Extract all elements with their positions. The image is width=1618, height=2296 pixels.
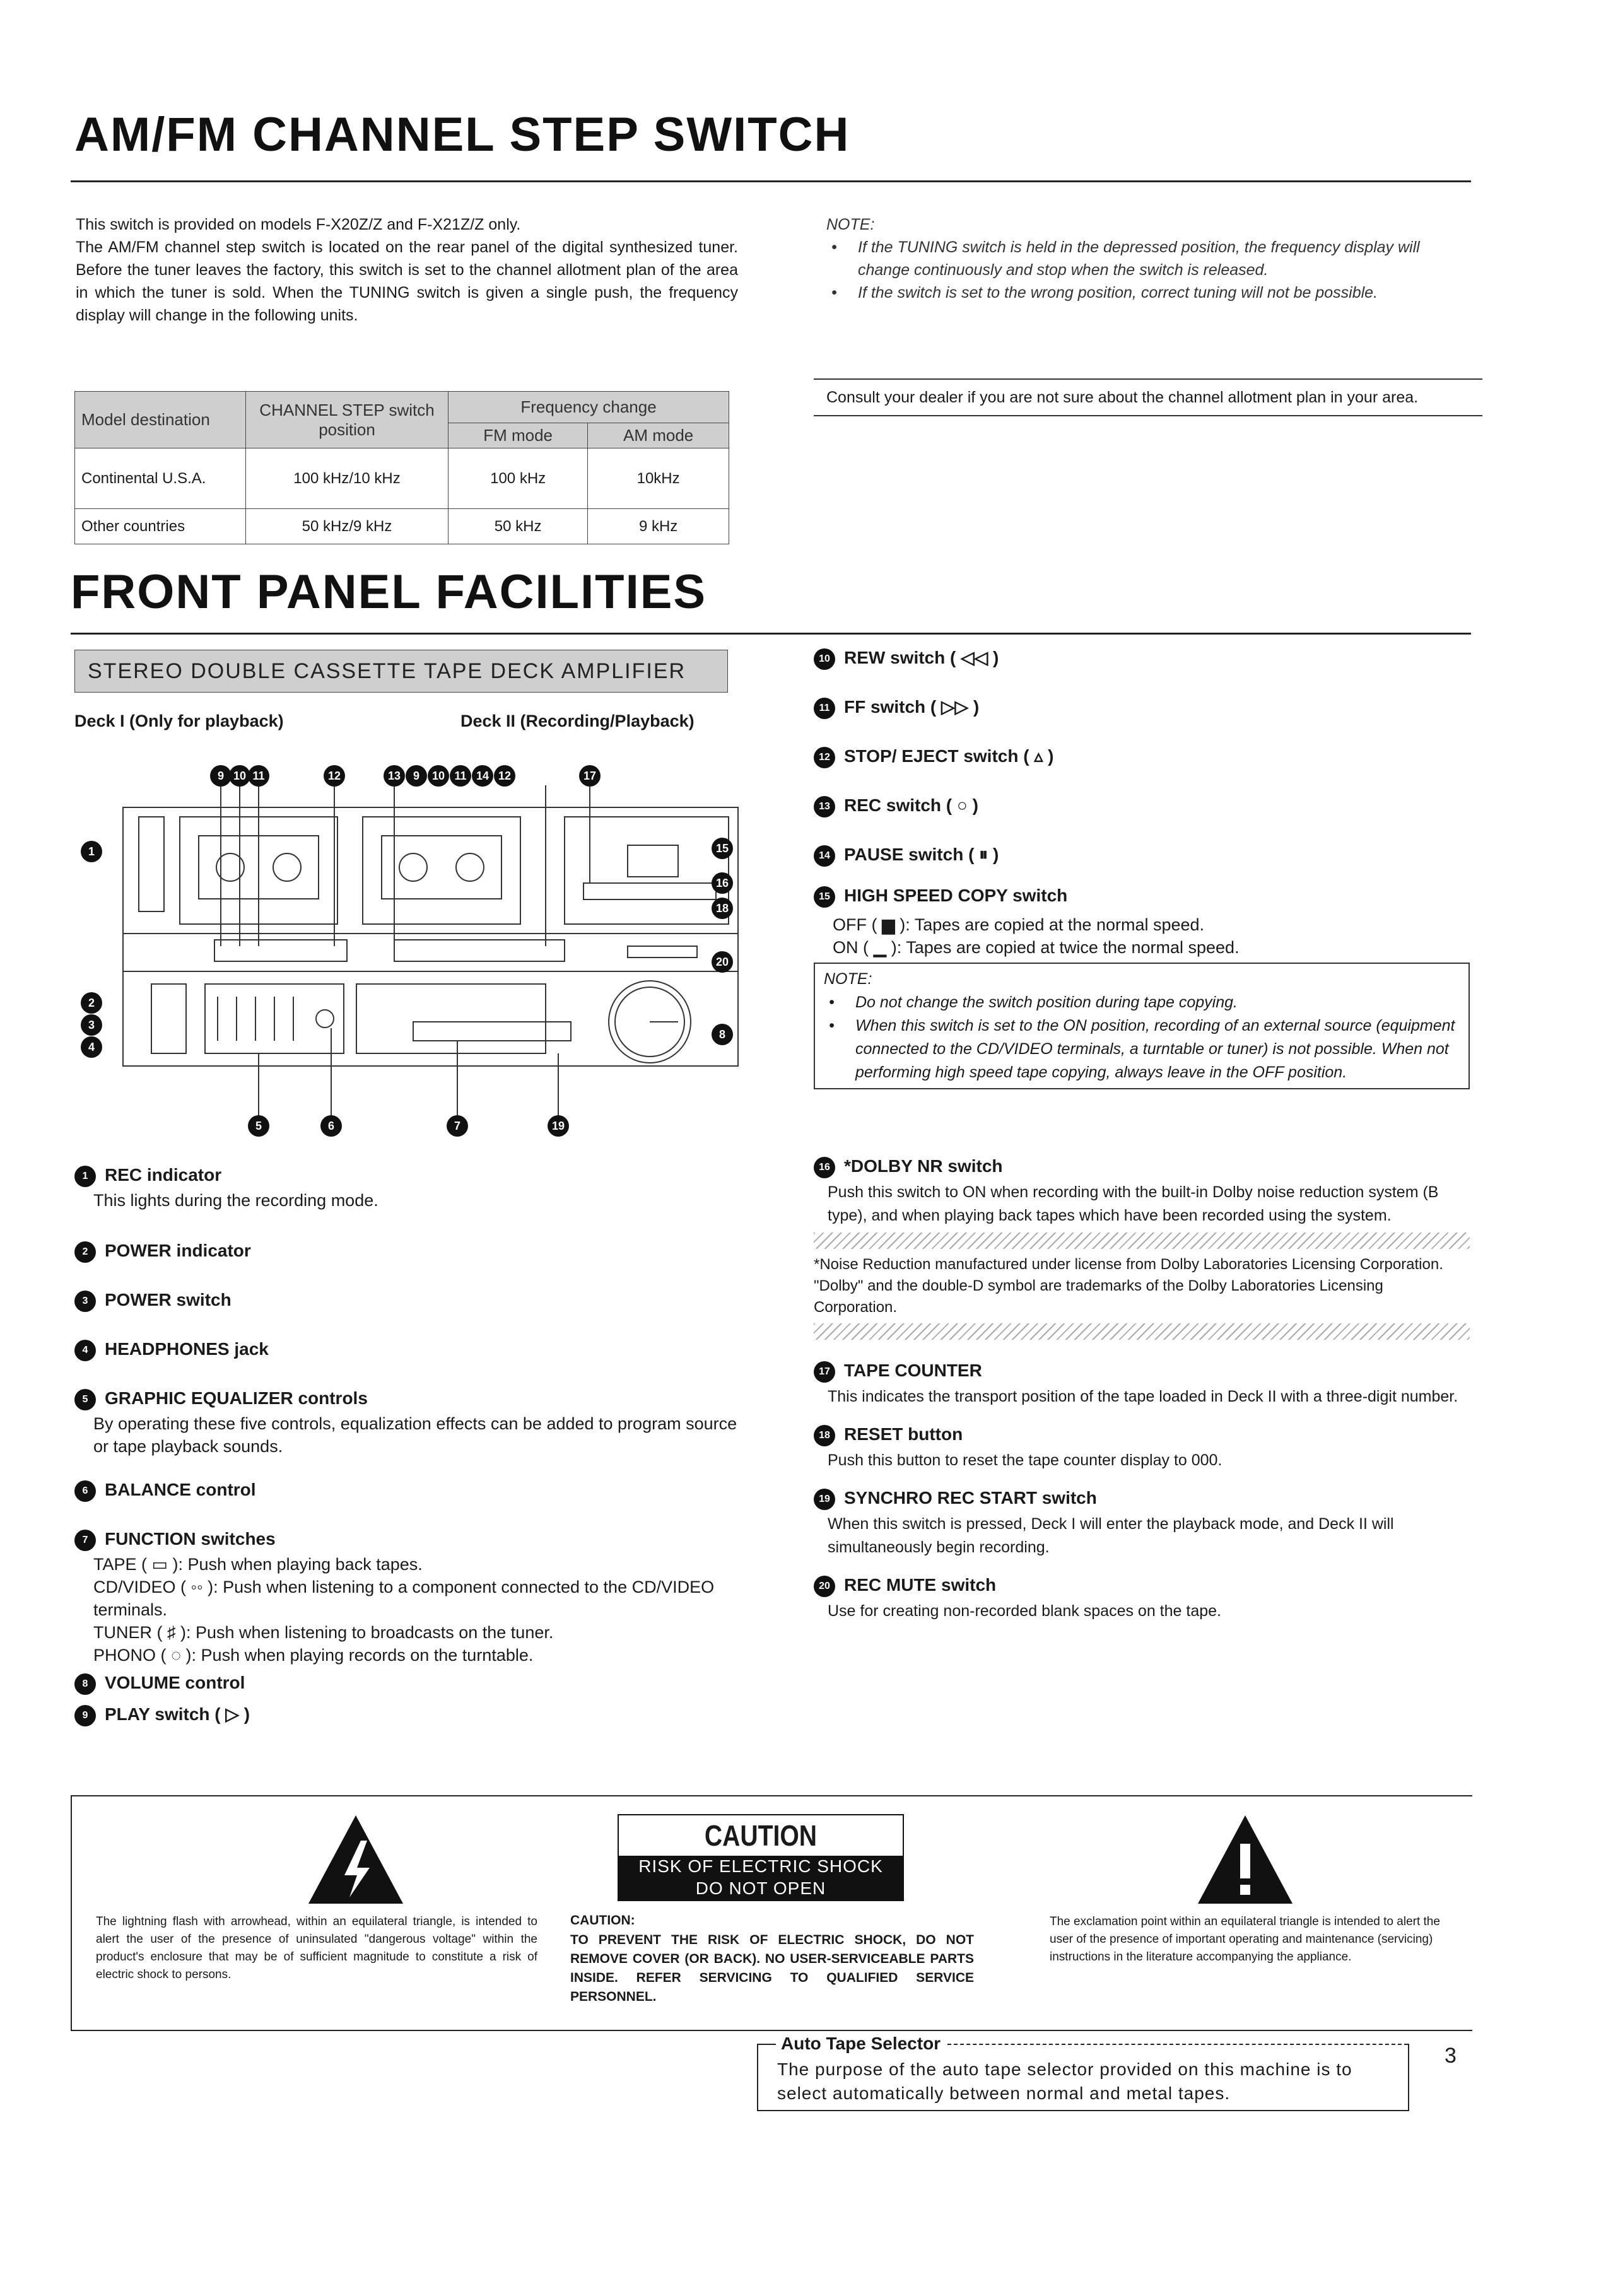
svg-text:6: 6 bbox=[327, 1120, 335, 1132]
note-label: NOTE: bbox=[826, 216, 875, 233]
svg-text:19: 19 bbox=[551, 1120, 565, 1132]
cell-step: 100 kHz/10 kHz bbox=[246, 448, 448, 509]
wavy-divider bbox=[814, 1233, 1470, 1249]
auto-tape-topline bbox=[758, 2044, 776, 2045]
function-phono: PHONO ( ◌ ): Push when playing records on the turntable. bbox=[93, 1646, 534, 1665]
list-item: 12 STOP/ EJECT switch ( ▵ ) bbox=[814, 745, 1470, 794]
svg-text:11: 11 bbox=[252, 770, 265, 782]
page-number: 3 bbox=[1445, 2044, 1457, 2068]
caution-right-text: The exclamation point within an equilateral triangle is intended to alert the user of the presence of important operating and maintenance (servicing) instructions in the literature accompanying the appliance. bbox=[1050, 1915, 1440, 1964]
svg-text:12: 12 bbox=[327, 770, 341, 782]
auto-tape-topline bbox=[947, 2044, 1408, 2045]
header-am: AM mode bbox=[588, 423, 729, 448]
auto-tape-title: Auto Tape Selector bbox=[777, 2034, 944, 2054]
note-item: • Do not change the switch position during tape copying. bbox=[829, 993, 1238, 1011]
svg-text:14: 14 bbox=[476, 770, 490, 782]
svg-text:9: 9 bbox=[413, 770, 420, 782]
title-rule bbox=[71, 180, 1471, 182]
channel-step-table bbox=[74, 391, 729, 544]
svg-text:8: 8 bbox=[718, 1028, 726, 1041]
caution-left-text: The lightning flash with arrowhead, within an equilateral triangle, is intended to alert the user of the presence of uninsulated "dangerous voltage" within the product's enclosure that may be of sufficient magnitude to constitute a risk of electric shock to persons. bbox=[96, 1915, 537, 1981]
caution-center-head: CAUTION: bbox=[570, 1913, 635, 1928]
intro-text bbox=[76, 213, 738, 327]
right-items-2 bbox=[814, 1154, 1470, 1623]
list-item: 14 PAUSE switch ( ⏸ ) bbox=[814, 843, 1470, 884]
left-items bbox=[74, 1164, 743, 1735]
note-label: NOTE: bbox=[824, 970, 872, 988]
caution-sub1: RISK OF ELECTRIC SHOCK bbox=[619, 1856, 903, 1877]
table-row bbox=[75, 509, 729, 544]
table-row bbox=[75, 448, 729, 509]
caution-title: CAUTION bbox=[704, 1819, 818, 1852]
svg-text:11: 11 bbox=[454, 770, 467, 782]
auto-tape-text: The purpose of the auto tape selector provided on this machine is to select automatically between normal and metal tapes. bbox=[777, 2059, 1352, 2103]
item-desc: Push this switch to ON when recording with the built-in Dolby noise reduction system (B type), and when playing back tapes which have been recorded using the system. bbox=[828, 1183, 1439, 1224]
svg-text:16: 16 bbox=[715, 877, 729, 889]
header-model: Model destination bbox=[75, 392, 246, 448]
dolby-note: *Noise Reduction manufactured under license from Dolby Laboratories Licensing Corporation. bbox=[814, 1256, 1443, 1273]
callouts bbox=[81, 765, 733, 1137]
list-item: 7 FUNCTION switches bbox=[74, 1528, 743, 1553]
svg-text:2: 2 bbox=[88, 997, 95, 1009]
intro-line: This switch is provided on models F-X20Z/Z and F-X21Z/Z only. bbox=[76, 216, 521, 233]
item-desc: Use for creating non-recorded blank spaces on the tape. bbox=[828, 1602, 1221, 1620]
cell-fm: 100 kHz bbox=[448, 448, 588, 509]
cell-fm: 50 kHz bbox=[448, 509, 588, 544]
svg-text:9: 9 bbox=[217, 770, 225, 782]
wavy-divider bbox=[814, 1323, 1470, 1340]
svg-text:1: 1 bbox=[88, 845, 95, 858]
front-panel-diagram bbox=[66, 757, 744, 1161]
list-item: 13 REC switch ( ○ ) bbox=[814, 794, 1470, 843]
section-title-front-panel: FRONT PANEL FACILITIES bbox=[71, 565, 707, 619]
deck2-label: Deck II (Recording/Playback) bbox=[460, 712, 695, 730]
note-item: • If the TUNING switch is held in the depressed position, the frequency display will change continuously and stop when the switch is released. bbox=[831, 238, 1420, 279]
function-tape: TAPE ( ▭ ): Push when playing back tapes. bbox=[93, 1555, 423, 1574]
item-desc: This indicates the transport position of the tape loaded in Deck II with a three-digit number. bbox=[828, 1388, 1458, 1405]
svg-text:20: 20 bbox=[715, 956, 729, 968]
list-item: 15 HIGH SPEED COPY switch bbox=[814, 884, 1470, 913]
svg-text:4: 4 bbox=[88, 1041, 95, 1053]
hsc-on: ON ( ▁ ): Tapes are copied at twice the normal speed. bbox=[833, 938, 1240, 957]
item-desc: This lights during the recording mode. bbox=[93, 1191, 378, 1210]
right-items bbox=[814, 647, 1470, 1089]
list-item: 19 SYNCHRO REC START switch bbox=[814, 1486, 1470, 1513]
deck1-label: Deck I (Only for playback) bbox=[74, 712, 284, 730]
hsc-note-box bbox=[814, 963, 1470, 1089]
list-item: 1 REC indicator bbox=[74, 1164, 743, 1189]
list-item: 11 FF switch ( ▷▷ ) bbox=[814, 696, 1470, 745]
list-item: 10 REW switch ( ◁◁ ) bbox=[814, 647, 1470, 696]
svg-text:10: 10 bbox=[431, 770, 445, 782]
header-step: CHANNEL STEP switch position bbox=[246, 392, 448, 448]
caution-center-text: TO PREVENT THE RISK OF ELECTRIC SHOCK, DO NOT REMOVE COVER (OR BACK). NO USER-SERVICEABLE PARTS INSIDE. REFER SERVICING TO QUALIFIED SERVICE PERSONNEL. bbox=[570, 1933, 974, 2004]
svg-text:5: 5 bbox=[255, 1120, 262, 1132]
list-item: 6 BALANCE control bbox=[74, 1479, 743, 1528]
header-freq: Frequency change bbox=[448, 392, 729, 423]
list-item: 17 TAPE COUNTER bbox=[814, 1359, 1470, 1385]
cell-model: Continental U.S.A. bbox=[75, 448, 246, 509]
section-title-channel-step: AM/FM CHANNEL STEP SWITCH bbox=[74, 108, 850, 161]
svg-text:7: 7 bbox=[454, 1120, 461, 1132]
intro-body: The AM/FM channel step switch is located on the rear panel of the digital synthesized tuner. Before the tuner leaves the factory, this switch is set to the channel allotment plan of the area in which the tuner is sold. When the TUNING switch is given a single push, the frequency display will change in the following units. bbox=[76, 238, 738, 324]
hsc-off: OFF ( ▆ ): Tapes are copied at the normal speed. bbox=[833, 915, 1205, 934]
function-cd: CD/VIDEO ( ◦◦ ): Push when listening to a component connected to the CD/VIDEO terminals. bbox=[93, 1578, 715, 1619]
svg-text:10: 10 bbox=[233, 770, 247, 782]
header-fm: FM mode bbox=[448, 423, 588, 448]
list-item: 2 POWER indicator bbox=[74, 1239, 743, 1289]
cell-model: Other countries bbox=[75, 509, 246, 544]
lightning-triangle-icon bbox=[305, 1812, 406, 1907]
list-item: 20 REC MUTE switch bbox=[814, 1573, 1470, 1600]
svg-text:15: 15 bbox=[715, 842, 729, 855]
consult-text: Consult your dealer if you are not sure about the channel allotment plan in your area. bbox=[826, 389, 1419, 406]
caution-label bbox=[618, 1814, 904, 1901]
function-lines bbox=[74, 1553, 743, 1666]
item-desc: Push this button to reset the tape counter display to 000. bbox=[828, 1451, 1222, 1469]
model-banner bbox=[74, 650, 728, 693]
cell-am: 10kHz bbox=[588, 448, 729, 509]
cell-am: 9 kHz bbox=[588, 509, 729, 544]
list-item: 3 POWER switch bbox=[74, 1289, 743, 1338]
list-item: 8 VOLUME control bbox=[74, 1672, 743, 1703]
note-block bbox=[826, 213, 1470, 304]
svg-text:17: 17 bbox=[583, 770, 597, 782]
item-desc: When this switch is pressed, Deck I will enter the playback mode, and Deck II will simultaneously begin recording. bbox=[828, 1515, 1394, 1556]
list-item: 4 HEADPHONES jack bbox=[74, 1338, 743, 1387]
svg-text:18: 18 bbox=[715, 902, 729, 915]
banner-text: STEREO DOUBLE CASSETTE TAPE DECK AMPLIFIER bbox=[88, 659, 686, 683]
auto-tape-box bbox=[757, 2034, 1409, 2111]
item-desc: By operating these five controls, equalization effects can be added to program source or tape playback sounds. bbox=[93, 1414, 737, 1456]
svg-text:12: 12 bbox=[498, 770, 512, 782]
exclamation-triangle-icon bbox=[1195, 1812, 1296, 1907]
svg-text:13: 13 bbox=[387, 770, 401, 782]
consult-box bbox=[814, 378, 1482, 416]
function-tuner: TUNER ( ♯ ): Push when listening to broadcasts on the tuner. bbox=[93, 1623, 554, 1642]
dolby-note: "Dolby" and the double-D symbol are trademarks of the Dolby Laboratories Licensing Corporation. bbox=[814, 1277, 1383, 1316]
list-item: 18 RESET button bbox=[814, 1422, 1470, 1449]
caution-sub2: DO NOT OPEN bbox=[619, 1877, 903, 1900]
svg-text:3: 3 bbox=[88, 1019, 95, 1031]
cell-step: 50 kHz/9 kHz bbox=[246, 509, 448, 544]
title-rule bbox=[71, 633, 1471, 635]
list-item: 9 PLAY switch ( ▷ ) bbox=[74, 1703, 743, 1735]
note-item: • When this switch is set to the ON position, recording of an external source (equipment connected to the CD/VIDEO terminals, a turntable or tuner) is not possible. When not performing high speed tape copying, always leave in the OFF position. bbox=[829, 1017, 1455, 1081]
note-item: • If the switch is set to the wrong position, correct tuning will not be possible. bbox=[831, 284, 1378, 302]
item-number: 1 bbox=[74, 1166, 96, 1187]
caution-block bbox=[71, 1795, 1472, 2031]
list-item: 16 *DOLBY NR switch bbox=[814, 1154, 1470, 1181]
list-item: 5 GRAPHIC EQUALIZER controls bbox=[74, 1387, 743, 1412]
